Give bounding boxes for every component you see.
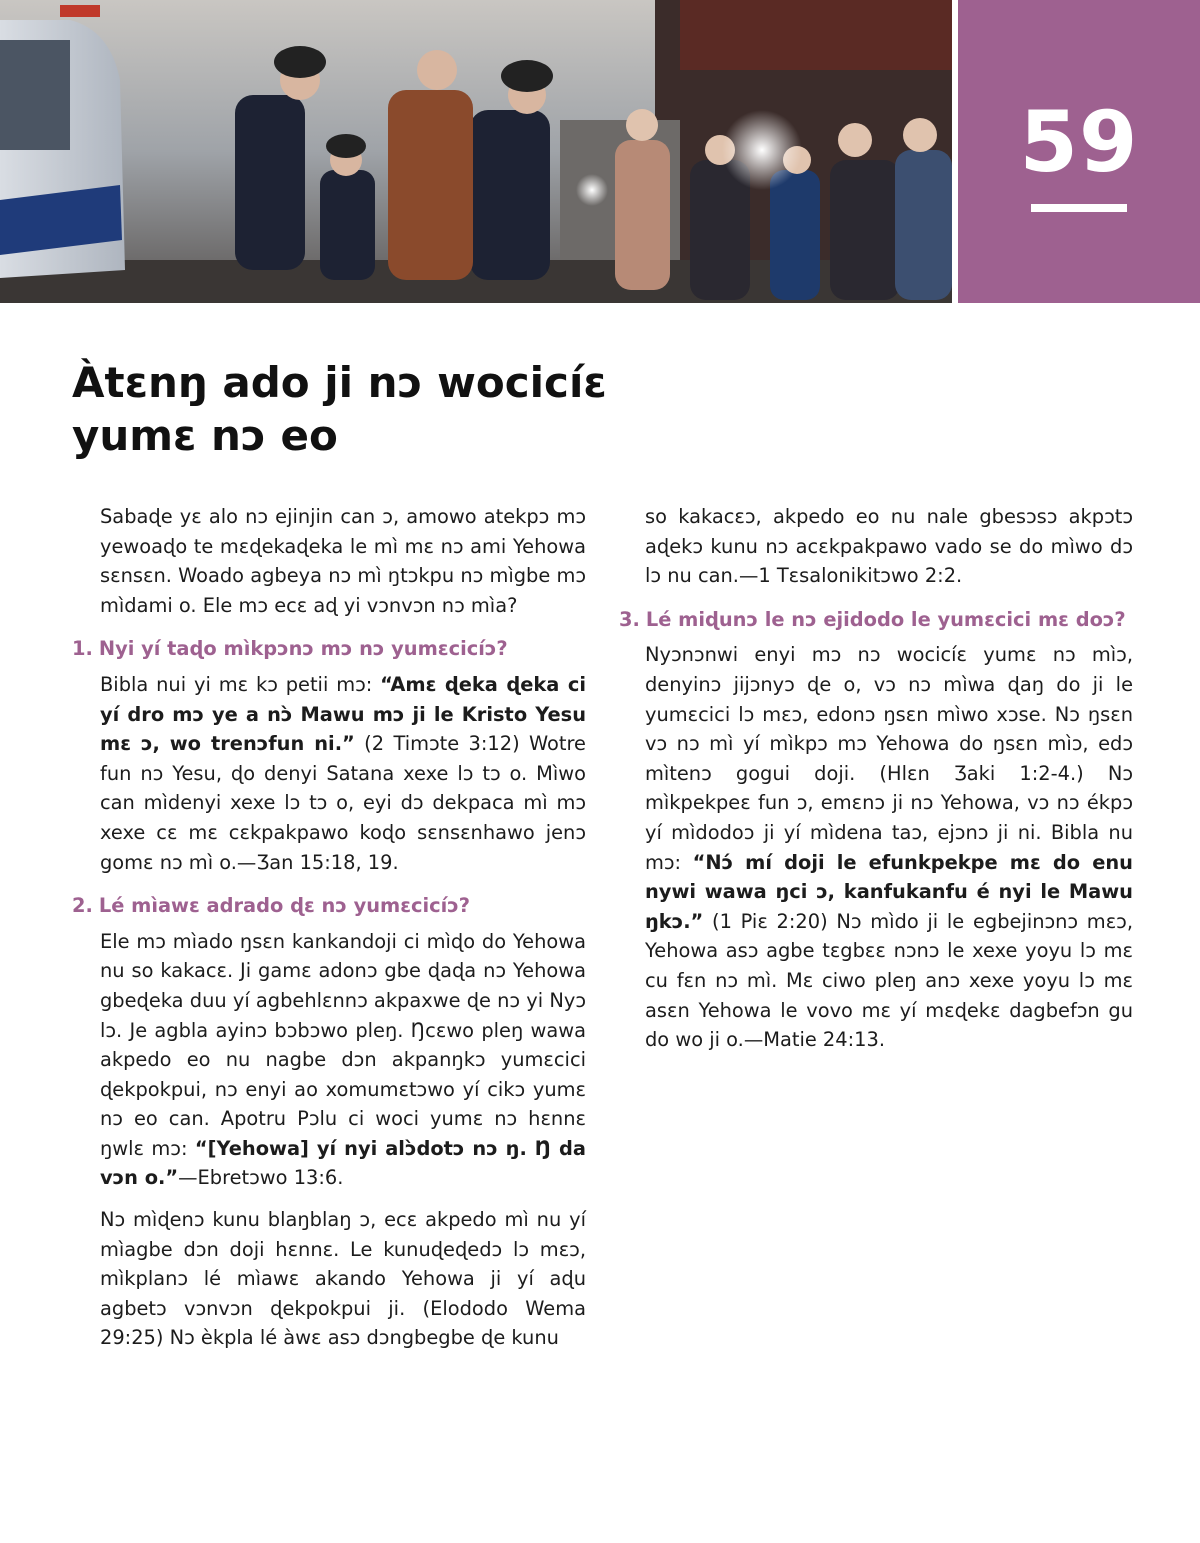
left-column bbox=[72, 502, 586, 1365]
lesson-number-underline bbox=[1031, 204, 1127, 212]
question-1-number: 1. bbox=[72, 637, 93, 661]
answer-2-text-b: —Ebretɔwo 13:6. bbox=[178, 1166, 344, 1190]
answer-2-text-a: Ele mɔ mìado ŋsɛn kankandoji ci mìɖo do Yehowa nu so kakacɛ. Ji gamɛ adonɔ gbe ɖaɖa nɔ Yehowa gbeɖeka duu yí agbehlɛnnɔ akpaxwe ɖe nɔ yi Nyɔ lɔ. Je agbla ayinɔ bɔbɔwo pleŋ. Ŋcɛwo pleŋ wawa akpedo eo nu nagbe dɔn akpanŋkɔ yumɛcici ɖekpokpui, nɔ enyi ao xomumɛtɔwo yí cikɔ yumɛ nɔ eo can. Apotru Pɔlu ci woci yumɛ nɔ hɛnnɛ ŋwlɛ mɔ: bbox=[100, 929, 586, 1160]
answer-1-text-a: Bibla nui yi mɛ kɔ petii mɔ: bbox=[100, 672, 381, 696]
answer-3-paragraph bbox=[645, 640, 1133, 1054]
lesson-number-block bbox=[958, 0, 1200, 303]
question-1-text: Nyi yí taɖo mìkpɔnɔ mɔ nɔ yumɛcicíɔ? bbox=[98, 637, 508, 661]
question-2-number: 2. bbox=[72, 894, 93, 918]
page-title-line-2: yumɛ nɔ eo bbox=[72, 411, 338, 460]
answer-1-text-b: (2 Timɔte 3:12) Wotre fun nɔ Yesu, ɖo denyi Satana xexe lɔ tɔ o. Mìwo can mìdenyi xexe lɔ tɔ o, eyi dɔ dekpaca mì mɔ xexe cɛ mɛ cɛkpakpawo koɖo sɛnsɛnhawo jenɔ gomɛ nɔ mì o.—Ʒan 15:18, 19. bbox=[100, 732, 586, 874]
answer-1-scripture-quote: “Amɛ ɖeka ɖeka ci yí dro mɔ ye a nɔ̀ Mawu mɔ ji le Kristo Yesu mɛ ɔ, wo trenɔfun ni.” bbox=[100, 672, 586, 756]
answer-2-scripture-quote: “[Yehowa] yí nyi alɔ̀dotɔ nɔ ŋ. Ŋ da vɔn o.” bbox=[100, 1136, 586, 1190]
answer-3-text-a: Nyɔnɔnwi enyi mɔ nɔ wocicíɛ yumɛ nɔ mìɔ, denyinɔ jijɔnyɔ ɖe o, vɔ nɔ mìwa ɖaŋ do ji le yumɛcici lɔ mɛɔ, edonɔ ŋsɛn mìwo xɔse. Nɔ ŋsɛn vɔ nɔ mì yí mìkpɔ mɔ Yehowa do ŋsɛn mìɔ, edɔ mìtenɔ gogui doji. (Hlɛn Ʒaki 1:2-4.) Nɔ mìkpekpeɛ fun ɔ, emɛnɔ ji nɔ Yehowa, vɔ nɔ ékpɔ yí mìdodoɔ ji yí mìdena taɔ, ejɔnɔ ji ni. Bibla nu mɔ: bbox=[645, 643, 1133, 874]
intro-paragraph: Sabaɖe yɛ alo nɔ ejinjin can ɔ, amowo atekpɔ mɔ yewoaɖo te mɛɖekaɖeka le mì mɛ nɔ ami Yehowa sɛnsɛn. Woado agbeya nɔ mì ŋtɔkpu nɔ mìgbe mɔ mìdami o. Ele mɔ ecɛ aɖ yi vɔnvɔn nɔ mìa? bbox=[100, 505, 586, 617]
answer-2-paragraph-1 bbox=[100, 927, 586, 1193]
page-title-line-1: Àtɛnŋ ado ji nɔ wocicíɛ bbox=[72, 358, 607, 407]
lesson-number: 59 bbox=[1019, 93, 1139, 191]
question-2 bbox=[72, 891, 586, 921]
answer-3-text-b: (1 Piɛ 2:20) Nɔ mìdo ji le egbejinɔnɔ mɛɔ, Yehowa asɔ agbe tɛgbɛɛ nɔnɔ le xexe yoyu lɔ mɛ cu fɛn nɔ mì. Mɛ ciwo pleŋ anɔ xexe yoyu lɔ mɛ asɛn Yehowa le vovo mɛ yí mɛɖekɛ dagbefɔn gu do wo ji o.—Matie 24:13. bbox=[645, 909, 1133, 1052]
right-column bbox=[619, 502, 1133, 1067]
question-3 bbox=[619, 605, 1133, 635]
question-2-text: Lé mìawɛ adrado ɖɛ nɔ yumɛcicíɔ? bbox=[98, 894, 471, 918]
header-photo bbox=[0, 0, 952, 303]
answer-3-scripture-quote: “Nɔ́ mí doji le efunkpekpe mɛ do enu nywi wawa ŋci ɔ, kanfukanfu é nyi le Mawu ŋkɔ.” bbox=[645, 850, 1133, 933]
answer-2-paragraph-2: Nɔ mìɖenɔ kunu blaŋblaŋ ɔ, ecɛ akpedo mì nu yí mìagbe dɔn doji hɛnnɛ. Le kunuɖeɖedɔ lɔ mɛɔ, mìkplanɔ lé mìawɛ akando Yehowa ji yí aɖu agbetɔ vɔnvɔn ɖekpokpui ji. (Elododo Wema 29:25) Nɔ èkpla lé àwɛ asɔ dɔngbegbe ɖe kunu bbox=[100, 1208, 586, 1350]
question-3-number: 3. bbox=[619, 607, 640, 631]
question-1 bbox=[72, 634, 586, 664]
question-3-text: Lé miɖunɔ le nɔ ejidodo le yumɛcici mɛ doɔ? bbox=[645, 607, 1126, 631]
answer-2-paragraph-2-continued: so kakacɛɔ, akpedo eo nu nale gbesɔsɔ akpɔtɔ aɖekɔ kunu nɔ acɛkpakpawo vado se do mìwo dɔ lɔ nu can.—1 Tɛsalonikitɔwo 2:2. bbox=[645, 505, 1133, 588]
answer-1-paragraph bbox=[100, 670, 586, 877]
page-title bbox=[72, 356, 792, 462]
